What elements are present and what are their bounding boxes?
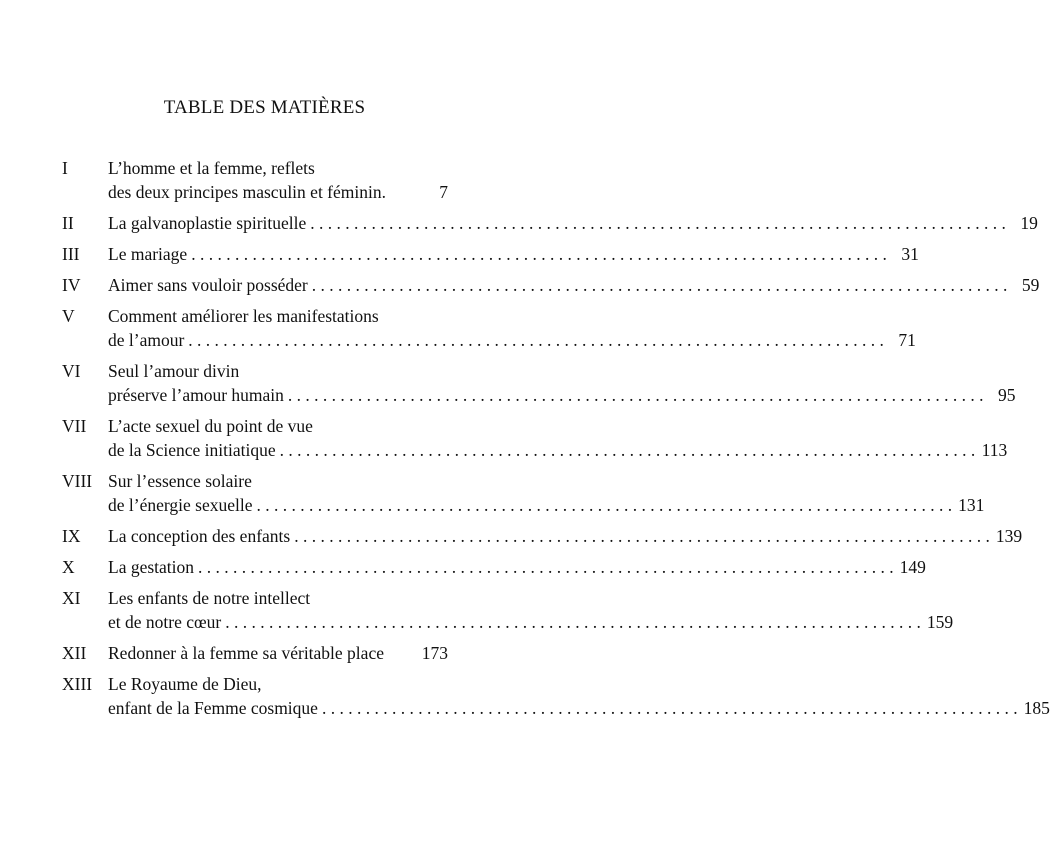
chapter-title-text: Comment améliorer les manifestations — [108, 306, 379, 326]
chapter-title-text: des deux principes masculin et féminin. — [108, 182, 386, 202]
chapter-title-text: L’homme et la femme, reflets — [108, 158, 315, 178]
dot-leader: . . . . . . . . . . . . . . . . . . . . . . . . . . . . . . . . . . . . . . . . . . . . . . . . . . . . . . . . . . . . . . . . . . . . . . . . . . . . . . . . — [191, 244, 887, 264]
toc-entry[interactable] — [62, 359, 1016, 407]
chapter-title — [108, 469, 984, 517]
page-number: 95 — [998, 385, 1016, 405]
chapter-number: XI — [62, 588, 81, 608]
chapter-title — [108, 555, 926, 579]
chapter-title-text: L’acte sexuel du point de vue — [108, 416, 313, 436]
chapter-title-line — [108, 273, 1039, 297]
dot-leader: . . . . . . . . . . . . . . . . . . . . . . . . . . . . . . . . . . . . . . . . . . . . . . . . . . . . . . . . . . . . . . . . . . . . . . . . . . . . . . . . — [198, 557, 894, 577]
chapter-title-line — [108, 555, 926, 579]
dot-leader: . . . . . . . . . . . . . . . . . . . . . . . . . . . . . . . . . . . . . . . . . . . . . . . . . . . . . . . . . . . . . . . . . . . . . . . . . . . . . . . . — [287, 385, 984, 405]
chapter-title-line — [108, 610, 953, 634]
toc-entry[interactable] — [62, 641, 448, 665]
chapter-title-line — [108, 383, 1016, 407]
chapter-title — [108, 359, 1016, 407]
chapter-title — [108, 586, 953, 634]
dot-leader: . . . . . . . . . . . . . . . . . . . . . . . . . . . . . . . . . . . . . . . . . . . . . . . . . . . . . . . . . . . . . . . . . . . . . . . . . . . . . . . . — [256, 495, 953, 515]
chapter-title-line — [108, 328, 916, 352]
chapter-title — [108, 672, 1050, 720]
chapter-title-text: enfant de la Femme cosmique — [108, 698, 318, 718]
chapter-title — [108, 273, 1039, 297]
chapter-number: I — [62, 158, 68, 178]
chapter-title — [108, 211, 1038, 235]
page-number: 7 — [439, 182, 448, 202]
chapter-title-text: Aimer sans vouloir posséder — [108, 275, 308, 295]
page-number: 131 — [958, 495, 985, 515]
chapter-title-line — [108, 180, 448, 204]
page-number: 31 — [901, 244, 919, 264]
toc-entry[interactable] — [62, 273, 1040, 297]
toc-entry[interactable] — [62, 672, 1050, 720]
chapter-title-line — [108, 242, 919, 266]
toc-entry[interactable] — [62, 304, 916, 352]
chapter-number: II — [62, 213, 74, 233]
chapter-number: V — [62, 306, 75, 326]
toc-entry[interactable] — [62, 156, 448, 204]
page-number: 139 — [995, 526, 1023, 546]
dot-leader: . . . . . . . . . . . . . . . . . . . . . . . . . . . . . . . . . . . . . . . . . . . . . . . . . . . . . . . . . . . . . . . . . . . . . . . . . . . . . . . . — [321, 698, 1018, 718]
chapter-title — [108, 304, 916, 352]
chapter-title-text: et de notre cœur — [108, 612, 222, 632]
page-number: 185 — [1023, 698, 1050, 718]
chapter-title — [108, 641, 448, 665]
chapter-title-line — [108, 438, 1007, 462]
chapter-title-text: La conception des enfants — [108, 526, 291, 546]
chapter-title-line — [108, 493, 984, 517]
page-number: 59 — [1021, 275, 1040, 295]
chapter-title-line — [108, 469, 984, 493]
chapter-title-text: Redonner à la femme sa véritable place — [108, 643, 384, 663]
chapter-title — [108, 414, 1007, 462]
dot-leader: . . . . . . . . . . . . . . . . . . . . . . . . . . . . . . . . . . . . . . . . . . . . . . . . . . . . . . . . . . . . . . . . . . . . . . . . . . . . . . . . — [311, 275, 1008, 295]
chapter-number: XIII — [62, 674, 93, 694]
chapter-title-line — [108, 359, 1016, 383]
toc-entry[interactable] — [62, 414, 1008, 462]
chapter-title — [108, 156, 448, 204]
toc-list — [62, 156, 1050, 727]
dot-leader: . . . . . . . . . . . . . . . . . . . . . . . . . . . . . . . . . . . . . . . . . . . . . . . . . . . . . . . . . . . . . . . . . . . . . . . . . . . . . . . . — [225, 612, 921, 632]
toc-entry[interactable] — [62, 469, 985, 517]
chapter-number: VI — [62, 361, 81, 381]
chapter-title-line — [108, 211, 1038, 235]
toc-entry[interactable] — [62, 524, 1023, 548]
chapter-title-text: La gestation — [108, 557, 195, 577]
toc-entry[interactable] — [62, 555, 926, 579]
page-number: 173 — [421, 643, 448, 663]
chapter-title — [108, 242, 919, 266]
dot-leader: . . . . . . . . . . . . . . . . . . . . . . . . . . . . . . . . . . . . . . . . . . . . . . . . . . . . . . . . . . . . . . . . . . . . . . . . . . . . . . . . — [294, 526, 990, 546]
chapter-number: X — [62, 557, 75, 577]
dot-leader: . . . . . . . . . . . . . . . . . . . . . . . . . . . . . . . . . . . . . . . . . . . . . . . . . . . . . . . . . . . . . . . . . . . . . . . . . . . . . . . . — [279, 440, 976, 460]
toc-entry[interactable] — [62, 211, 1038, 235]
chapter-number: III — [62, 244, 80, 264]
toc-entry[interactable] — [62, 586, 954, 634]
chapter-title-text: Le mariage — [108, 244, 188, 264]
chapter-title-line — [108, 672, 1050, 696]
chapter-title-line — [108, 696, 1050, 720]
dot-leader: . . . . . . . . . . . . . . . . . . . . . . . . . . . . . . . . . . . . . . . . . . . . . . . . . . . . . . . . . . . . . . . . . . . . . . . . . . . . . . . . — [310, 213, 1006, 233]
chapter-title-text: de la Science initiatique — [108, 440, 276, 460]
chapter-number: XII — [62, 643, 87, 663]
chapter-title-text: Les enfants de notre intellect — [108, 588, 311, 608]
chapter-title-text: de l’amour — [108, 330, 185, 350]
chapter-title-text: Seul l’amour divin — [108, 361, 240, 381]
page-title: TABLE DES MATIÈRES — [163, 97, 366, 118]
chapter-title-text: de l’énergie sexuelle — [108, 495, 253, 515]
chapter-number: IV — [62, 275, 81, 295]
page-number: 71 — [898, 330, 916, 350]
chapter-number: VII — [62, 416, 87, 436]
chapter-title-text: Sur l’essence solaire — [108, 471, 252, 491]
chapter-title-text: Le Royaume de Dieu, — [108, 674, 262, 694]
page-number: 19 — [1020, 213, 1038, 233]
chapter-number: IX — [62, 526, 81, 546]
chapter-number: VIII — [62, 471, 93, 491]
page-number: 159 — [926, 612, 954, 632]
chapter-title-line — [108, 641, 448, 665]
chapter-title-text: La galvanoplastie spirituelle — [108, 213, 307, 233]
chapter-title-line — [108, 586, 953, 610]
chapter-title-text: préserve l’amour humain — [108, 385, 284, 405]
toc-entry[interactable] — [62, 242, 919, 266]
dot-leader: . . . . . . . . . . . . . . . . . . . . . . . . . . . . . . . . . . . . . . . . . . . . . . . . . . . . . . . . . . . . . . . . . . . . . . . . . . . . . . . . — [188, 330, 884, 350]
chapter-title-line — [108, 524, 1022, 548]
chapter-title-line — [108, 156, 448, 180]
chapter-title-line — [108, 304, 916, 328]
page-number: 149 — [899, 557, 926, 577]
chapter-title — [108, 524, 1022, 548]
chapter-title-line — [108, 414, 1007, 438]
page-number: 113 — [981, 440, 1008, 460]
